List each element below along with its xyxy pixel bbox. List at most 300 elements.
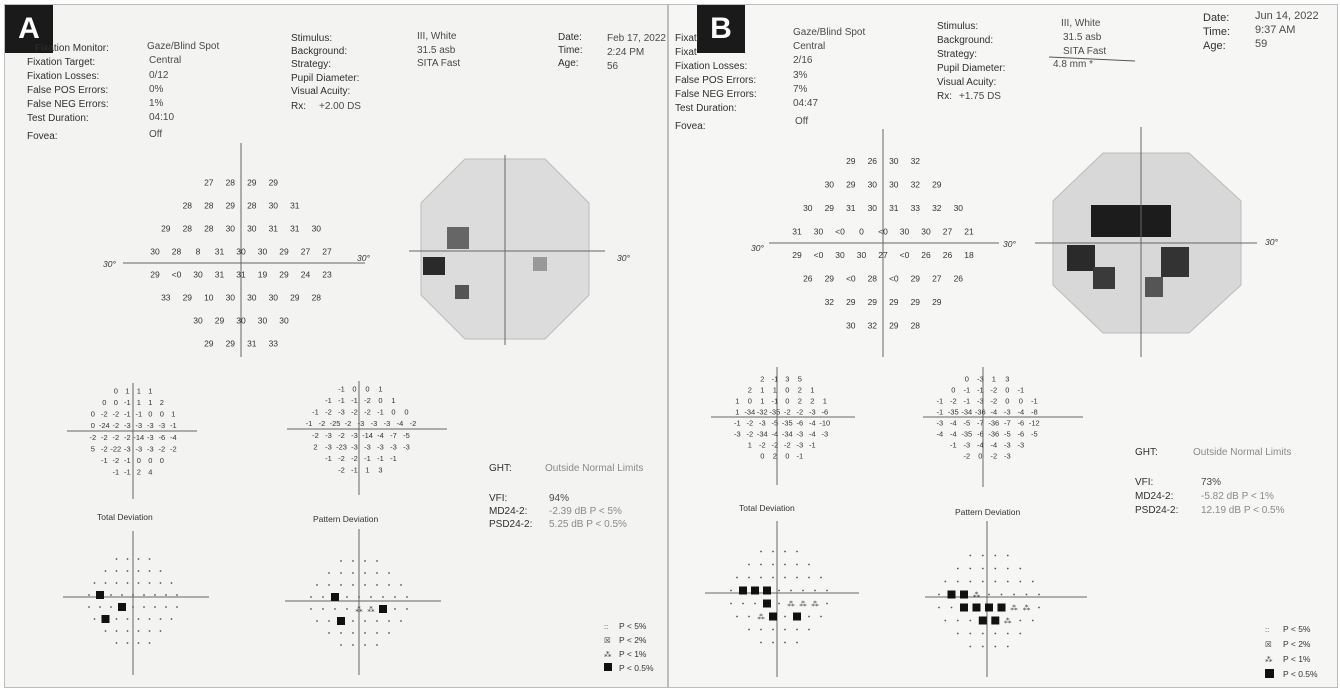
threshold-value: 29 [214, 315, 225, 326]
total-deviation-value: -2 [169, 444, 177, 454]
pattern-deviation-value: -7 [1003, 418, 1011, 428]
total-deviation-value: -4 [808, 418, 816, 428]
threshold-value: 30 [225, 223, 236, 234]
threshold-value: 29 [279, 246, 289, 257]
scotoma-patch [533, 257, 547, 271]
ght-label: GHT: [489, 463, 512, 474]
total-deviation-value: -35 [769, 407, 781, 417]
pattern-deviation-value: -2 [338, 465, 345, 475]
normal-point [340, 632, 342, 634]
pattern-deviation-value: -1 [390, 454, 397, 463]
pattern-deviation-value: -7 [390, 430, 397, 440]
pattern-deviation-value: -4 [1017, 407, 1025, 417]
total-deviation-value: -1 [112, 467, 120, 477]
total-deviation-value: 0 [136, 456, 141, 465]
pattern-deviation-value: -5 [963, 418, 971, 428]
md-label: MD24-2: [1135, 491, 1174, 502]
normal-point [796, 629, 798, 631]
threshold-value: 26 [921, 249, 931, 260]
total-deviation-value: 2 [136, 467, 141, 477]
threshold-value: 28 [867, 273, 878, 284]
time-value: 2:24 PM [607, 47, 645, 58]
pattern-deviation-value: -1 [325, 454, 332, 463]
normal-point [957, 568, 959, 570]
normal-point [730, 603, 732, 605]
threshold-value: 29 [846, 155, 856, 166]
normal-point [165, 594, 167, 596]
threshold-value: 29 [867, 296, 878, 307]
threshold-value: 27 [204, 177, 214, 188]
normal-point [160, 630, 162, 632]
total-deviation-value: -1 [123, 398, 131, 407]
pattern-deviation-value: 0 [978, 451, 983, 461]
total-deviation-value: -2 [746, 418, 754, 428]
normal-point [352, 632, 354, 634]
threshold-value: 29 [824, 273, 835, 284]
threshold-value: 31 [290, 200, 300, 211]
threshold-value: 31 [214, 246, 225, 257]
normal-point [796, 564, 798, 566]
fixation-target-value: Central [149, 55, 182, 66]
threshold-value: 26 [953, 273, 964, 284]
normal-point [406, 596, 408, 598]
normal-point [988, 594, 990, 596]
svg-text:P < 2%: P < 2% [1283, 639, 1311, 649]
normal-point [352, 560, 354, 562]
normal-point [160, 618, 162, 620]
total-deviation-value: -2 [112, 456, 120, 465]
total-deviation-value: -3 [821, 429, 829, 439]
threshold-value: 28 [225, 177, 236, 188]
age-label: Age: [558, 58, 579, 69]
pattern-deviation-value: -2 [990, 385, 998, 395]
threshold-value: 29 [225, 338, 236, 349]
normal-point [802, 590, 804, 592]
threshold-value: 29 [889, 296, 899, 307]
total-deviation-value: -4 [169, 432, 177, 442]
normal-point [772, 564, 774, 566]
threshold-value: 31 [889, 202, 899, 213]
fixation-losses-value: 0/12 [149, 70, 169, 81]
normal-point [121, 594, 123, 596]
normal-point [370, 596, 372, 598]
threshold-value: 28 [182, 223, 193, 234]
normal-point [116, 570, 118, 572]
total-deviation-value: 1 [148, 398, 153, 407]
total-deviation-value: 1 [760, 385, 765, 395]
total-deviation-value: -1 [771, 374, 779, 384]
normal-point [364, 620, 366, 622]
p-0.5-marker [379, 605, 387, 613]
pattern-deviation-value: -3 [351, 442, 358, 452]
age-value: 56 [607, 61, 619, 72]
time-value: 9:37 AM [1255, 24, 1296, 36]
total-deviation-value: 0 [760, 451, 765, 461]
pattern-deviation-value: 1 [378, 384, 383, 394]
total-deviation-title: Total Deviation [739, 503, 795, 513]
scotoma-patch [1161, 247, 1189, 277]
threshold-value: 10 [204, 292, 214, 303]
total-deviation-value: 0 [785, 451, 790, 461]
threshold-value: 30 [803, 202, 813, 213]
threshold-value: 0 [859, 226, 864, 237]
normal-point [132, 606, 134, 608]
total-deviation-value: -3 [796, 440, 804, 450]
pattern-deviation-value: -3 [364, 442, 371, 452]
fixation-target-label: Fixat [675, 47, 697, 58]
normal-point [364, 644, 366, 646]
pattern-deviation-value: -3 [383, 419, 391, 429]
threshold-value: 30 [846, 320, 856, 331]
total-deviation-value: -2 [112, 421, 120, 431]
normal-point [116, 630, 118, 632]
pattern-deviation-value: -7 [976, 418, 984, 428]
threshold-value: <0 [835, 226, 845, 237]
normal-point [110, 594, 112, 596]
pattern-deviation-value: -35 [961, 429, 973, 439]
normal-point [772, 642, 774, 644]
background-label: Background: [291, 46, 348, 57]
threshold-value: 33 [268, 338, 279, 349]
total-deviation-value: -4 [771, 429, 779, 439]
rx-value: +2.00 DS [319, 101, 361, 112]
total-deviation-value: 0 [148, 409, 153, 419]
total-deviation-value: -1 [123, 456, 131, 465]
fovea-value: Off [149, 129, 163, 140]
threshold-value: 30 [247, 292, 257, 303]
scotoma-patch [1067, 245, 1095, 271]
total-deviation-value: 1 [760, 396, 765, 406]
threshold-value: <0 [888, 273, 899, 284]
normal-point [754, 603, 756, 605]
normal-point [938, 594, 940, 596]
p-0.5-marker [998, 604, 1006, 612]
total-deviation-value: 0 [113, 386, 118, 396]
threshold-value: 29 [846, 296, 856, 307]
visual-field-report-b [668, 4, 1338, 688]
normal-point [784, 551, 786, 553]
total-deviation-value: -1 [808, 440, 816, 450]
p-0.5-marker [973, 604, 981, 612]
normal-point [138, 558, 140, 560]
total-deviation-value: -3 [123, 421, 131, 431]
normal-point [736, 616, 738, 618]
threshold-value: <0 [845, 273, 856, 284]
total-deviation-value: -3 [808, 407, 816, 417]
total-deviation-value: -2 [89, 432, 97, 442]
normal-point [165, 606, 167, 608]
p-0.5-marker [102, 615, 110, 623]
false-pos-value: 0% [149, 84, 164, 95]
normal-point [138, 582, 140, 584]
scotoma-patch [447, 227, 469, 249]
threshold-value: 31 [792, 226, 802, 237]
pattern-deviation-value: -14 [362, 430, 373, 440]
pattern-deviation-value: -3 [1003, 407, 1011, 417]
normal-point [352, 620, 354, 622]
normal-point [382, 596, 384, 598]
normal-point [346, 608, 348, 610]
p-1-marker: ⁂ [1022, 603, 1031, 613]
fixation-target-label: Fixation Target: [27, 57, 96, 68]
time-label: Time: [1203, 26, 1231, 38]
total-deviation-value: 1 [148, 386, 153, 396]
normal-point [358, 596, 360, 598]
total-deviation-value: 1 [772, 385, 777, 395]
normal-point [127, 582, 129, 584]
normal-point [340, 560, 342, 562]
p-1-marker: ⁂ [972, 590, 981, 600]
vfi-value: 73% [1201, 477, 1222, 488]
pattern-deviation-value: 0 [951, 385, 956, 395]
normal-point [328, 584, 330, 586]
threshold-value: <0 [878, 226, 888, 237]
normal-point [376, 644, 378, 646]
normal-point [364, 560, 366, 562]
total-deviation-value: -6 [796, 418, 804, 428]
normal-point [772, 551, 774, 553]
threshold-value: 23 [322, 269, 332, 280]
total-deviation-value: -1 [169, 421, 177, 431]
scotoma-patch [455, 285, 469, 299]
vfi-label: VFI: [489, 493, 508, 504]
normal-point [334, 608, 336, 610]
total-deviation-value: 0 [785, 396, 790, 406]
total-deviation-value: 1 [747, 440, 752, 450]
threshold-value: 30 [856, 249, 867, 260]
pattern-deviation-value: -2 [990, 451, 998, 461]
normal-point [796, 551, 798, 553]
total-deviation-value: 0 [113, 398, 118, 407]
normal-point [328, 620, 330, 622]
threshold-value: 31 [247, 338, 257, 349]
panel-letter-b: B [697, 5, 745, 53]
pattern-deviation-value: -4 [976, 440, 984, 450]
field-plots-b [669, 5, 1337, 687]
false-neg-label: False NEG Errors: [675, 89, 757, 100]
threshold-value: 30 [899, 226, 910, 237]
total-deviation-value: -1 [100, 456, 108, 465]
probability-legend [604, 621, 654, 673]
normal-point [376, 584, 378, 586]
ght-value: Outside Normal Limits [545, 463, 644, 474]
total-deviation-value: -2 [112, 432, 120, 442]
threshold-value: 30 [813, 226, 824, 237]
total-deviation-value: 1 [735, 396, 740, 406]
pattern-deviation-value: -5 [403, 430, 410, 440]
fixation-losses-label: Fixation Losses: [27, 71, 100, 82]
normal-point [94, 582, 96, 584]
pattern-deviation-value: -2 [949, 396, 957, 406]
normal-point [1007, 581, 1009, 583]
normal-point [160, 570, 162, 572]
normal-point [127, 558, 129, 560]
pattern-deviation-value: -2 [963, 451, 971, 461]
pattern-deviation-value: -3 [325, 442, 332, 452]
normal-point [1019, 581, 1021, 583]
threshold-value: 32 [910, 179, 921, 190]
svg-text:☒: ☒ [604, 636, 611, 645]
normal-point [138, 618, 140, 620]
pattern-deviation-value: -1 [338, 384, 345, 394]
pattern-deviation-value: 3 [1005, 374, 1010, 384]
normal-point [340, 572, 342, 574]
pattern-deviation-value: -3 [1003, 440, 1011, 450]
normal-point [88, 606, 90, 608]
p-0.5-marker [793, 613, 801, 621]
pattern-deviation-value: -1 [936, 396, 944, 406]
total-deviation-value: 2 [772, 451, 777, 461]
false-neg-label: False NEG Errors: [27, 99, 109, 110]
p-1-marker: ⁂ [355, 605, 363, 614]
svg-text:P < 1%: P < 1% [619, 649, 647, 659]
threshold-value: 29 [932, 296, 942, 307]
normal-point [376, 632, 378, 634]
fixation-monitor-value: Gaze/Blind Spot [793, 27, 866, 38]
normal-point [1007, 555, 1009, 557]
stimulus-label: Stimulus: [291, 33, 333, 44]
total-deviation-value: -1 [771, 396, 779, 406]
normal-point [160, 582, 162, 584]
fovea-label: Fovea: [27, 131, 58, 142]
threshold-value: 18 [964, 249, 974, 260]
svg-text:P < 0.5%: P < 0.5% [619, 663, 654, 673]
pattern-deviation-value: -1 [377, 454, 384, 463]
threshold-value: 28 [182, 200, 193, 211]
pattern-deviation-value: -1 [963, 385, 971, 395]
test-duration-label: Test Duration: [27, 113, 89, 124]
normal-point [1038, 594, 1040, 596]
total-deviation-value: 3 [785, 374, 790, 384]
normal-point [1019, 633, 1021, 635]
normal-point [400, 584, 402, 586]
normal-point [969, 581, 971, 583]
normal-point [808, 577, 810, 579]
p-0.5-marker [948, 591, 956, 599]
svg-text:P < 0.5%: P < 0.5% [1283, 669, 1318, 679]
pupil-diameter-label: Pupil Diameter: [291, 73, 360, 84]
p-0.5-marker [751, 587, 759, 595]
normal-point [772, 629, 774, 631]
threshold-value: 29 [268, 177, 279, 188]
pattern-deviation-value: -4 [949, 418, 957, 428]
total-deviation-value: 0 [159, 409, 164, 419]
test-duration-label: Test Duration: [675, 103, 737, 114]
threshold-value: 30 [889, 179, 899, 190]
threshold-value: 27 [878, 249, 888, 260]
pattern-deviation-value: 0 [365, 384, 370, 394]
normal-point [99, 606, 101, 608]
threshold-value: 28 [204, 200, 214, 211]
p-0.5-marker [763, 600, 771, 608]
pattern-deviation-value: 2 [313, 442, 318, 452]
normal-point [149, 558, 151, 560]
threshold-value: 30 [279, 315, 289, 326]
normal-point [132, 594, 134, 596]
normal-point [328, 632, 330, 634]
normal-point [376, 560, 378, 562]
pattern-deviation-value: -4 [396, 419, 404, 429]
normal-point [760, 551, 762, 553]
total-deviation-value: -22 [110, 444, 122, 454]
normal-point [760, 629, 762, 631]
threshold-value: 30 [311, 223, 322, 234]
pattern-deviation-value: -3 [357, 419, 365, 429]
total-deviation-value: -3 [158, 421, 166, 431]
pattern-deviation-probability-plot [938, 555, 1040, 648]
total-deviation-value: -1 [123, 467, 131, 477]
strategy-value: SITA Fast [1063, 46, 1107, 57]
threshold-value: 29 [792, 249, 802, 260]
total-deviation-value: -2 [783, 407, 791, 417]
background-value: 31.5 asb [417, 45, 456, 56]
threshold-value: 27 [932, 273, 942, 284]
p-1-marker: ⁂ [799, 599, 807, 609]
false-pos-value: 3% [793, 70, 808, 81]
test-duration-value: 04:47 [793, 98, 819, 109]
background-label: Background: [937, 35, 994, 46]
normal-point [138, 570, 140, 572]
threshold-value: 30 [268, 200, 279, 211]
strategy-label: Strategy: [937, 49, 978, 60]
pattern-deviation-value: 0 [1005, 385, 1010, 395]
total-deviation-value: -2 [123, 432, 131, 442]
normal-point [772, 577, 774, 579]
svg-text:P < 5%: P < 5% [1283, 624, 1311, 634]
pattern-deviation-value: -2 [351, 407, 358, 417]
total-deviation-value: -1 [135, 409, 143, 419]
p-1-marker: ⁂ [787, 599, 795, 609]
rx-label: Rx: [291, 101, 306, 112]
pattern-deviation-value: 3 [378, 465, 383, 475]
normal-point [994, 633, 996, 635]
total-deviation-value: -3 [733, 429, 741, 439]
svg-text:P < 2%: P < 2% [619, 635, 647, 645]
normal-point [94, 618, 96, 620]
normal-point [820, 577, 822, 579]
stimulus-value: III, White [1061, 18, 1101, 29]
test-duration-value: 04:10 [149, 112, 175, 123]
total-deviation-value: 2 [747, 385, 752, 395]
fovea-value: Off [795, 116, 809, 127]
axis-30-right: 30° [1265, 237, 1278, 247]
total-deviation-value: 2 [797, 385, 802, 395]
threshold-value: 28 [311, 292, 322, 303]
total-deviation-value: 0 [159, 456, 164, 465]
pattern-deviation-value: 1 [365, 465, 370, 475]
normal-point [1007, 646, 1009, 648]
pattern-deviation-value: -1 [364, 454, 371, 463]
p-0.5-marker [337, 617, 345, 625]
normal-point [814, 590, 816, 592]
threshold-value: 29 [824, 202, 835, 213]
visual-field-report-a [4, 4, 668, 688]
p-0.5-marker [985, 604, 993, 612]
normal-point [176, 606, 178, 608]
total-deviation-value: -2 [796, 407, 804, 417]
total-deviation-value: 0 [90, 421, 95, 431]
threshold-value: 29 [910, 296, 921, 307]
threshold-value: 29 [889, 320, 899, 331]
psd-label: PSD24-2: [1135, 505, 1179, 516]
normal-point [748, 564, 750, 566]
pattern-deviation-value: -3 [1017, 440, 1025, 450]
fixation-target-value: Central [793, 41, 826, 52]
threshold-value: 27 [300, 246, 311, 257]
total-deviation-value: 4 [148, 467, 153, 477]
normal-point [149, 642, 151, 644]
pupil-diameter-value: 4.8 mm * [1053, 59, 1094, 70]
